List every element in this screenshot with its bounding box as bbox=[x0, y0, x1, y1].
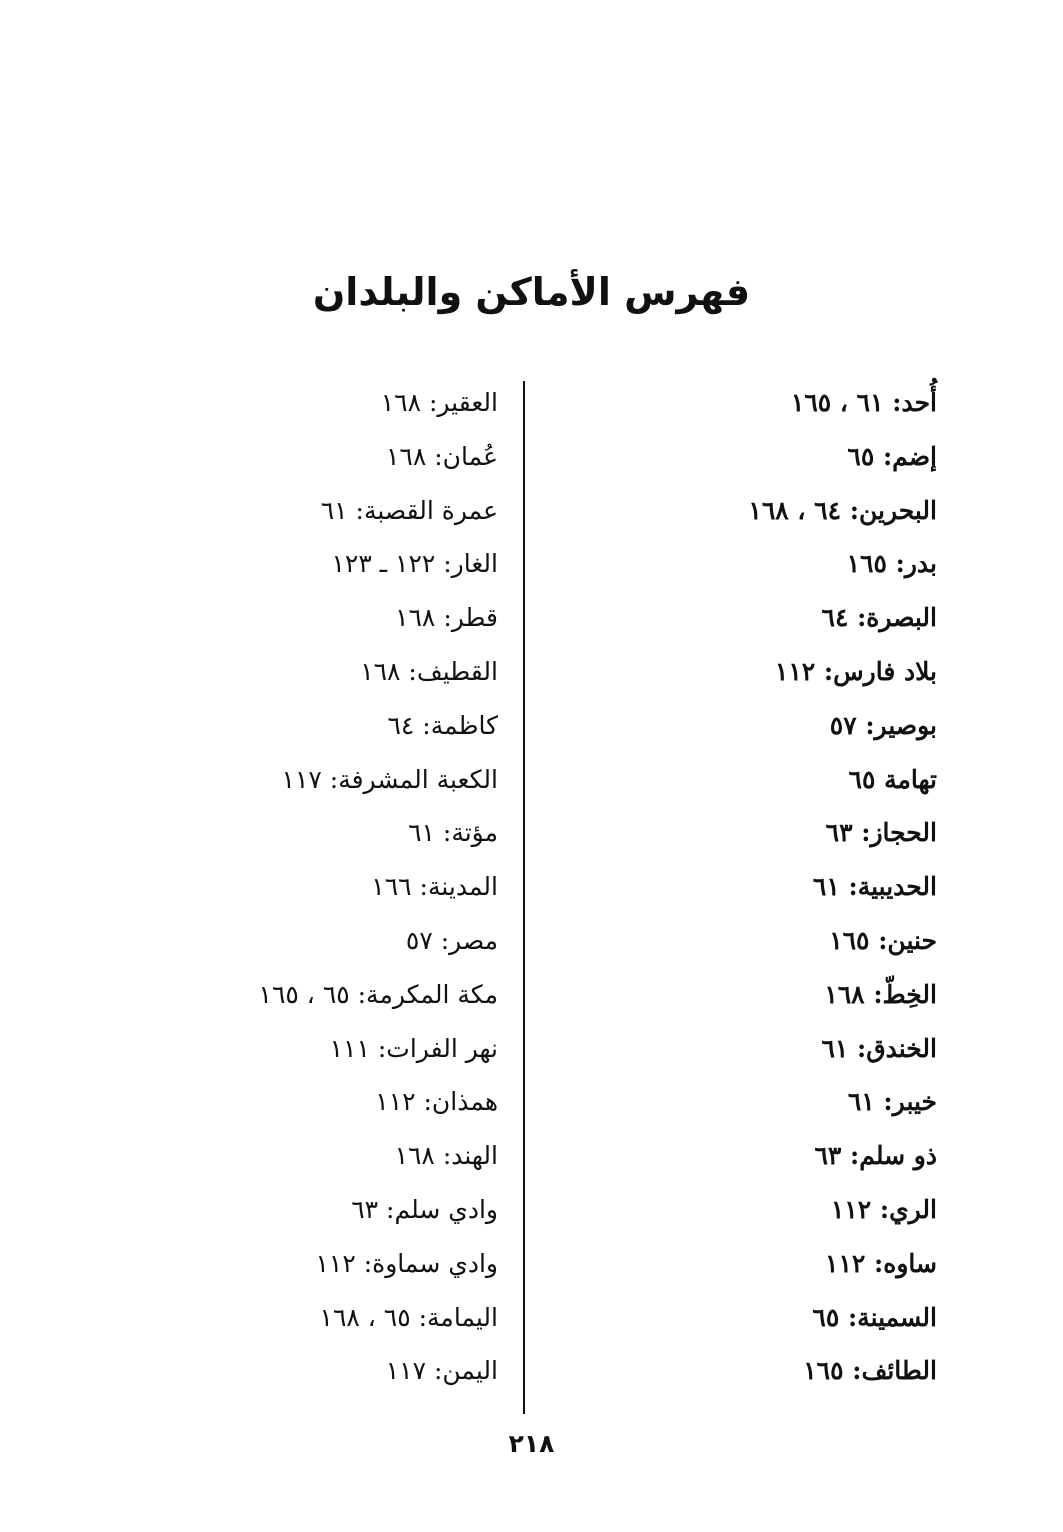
index-entry: البحرين: ٦٤ ، ١٦٨ bbox=[748, 495, 937, 525]
index-entry: عمرة القصبة: ٦١ bbox=[320, 495, 498, 525]
index-entry: مؤتة: ٦١ bbox=[408, 818, 498, 848]
index-entry: السمينة: ٦٥ bbox=[812, 1302, 937, 1332]
index-entry: إضم: ٦٥ bbox=[847, 441, 937, 471]
index-entry: عُمان: ١٦٨ bbox=[385, 441, 498, 471]
page-number: ٢١٨ bbox=[508, 1429, 555, 1458]
index-entry: البصرة: ٦٤ bbox=[821, 603, 937, 633]
index-entry: اليمن: ١١٧ bbox=[385, 1356, 498, 1386]
index-entry: الخِطّ: ١٦٨ bbox=[824, 979, 937, 1009]
index-entry: اليمامة: ٦٥ ، ١٦٨ bbox=[319, 1302, 498, 1332]
index-entry: ساوه: ١١٢ bbox=[825, 1248, 937, 1278]
column-divider bbox=[523, 381, 525, 1414]
index-column-right bbox=[537, 376, 937, 1398]
index-entry: الري: ١١٢ bbox=[830, 1194, 937, 1224]
index-entry: قطر: ١٦٨ bbox=[395, 603, 498, 633]
index-entry: القطيف: ١٦٨ bbox=[360, 656, 498, 686]
index-entry: كاظمة: ٦٤ bbox=[387, 710, 498, 740]
index-entry: بوصير: ٥٧ bbox=[829, 710, 937, 740]
index-entry: الحجاز: ٦٣ bbox=[825, 818, 937, 848]
page-title: فهرس الأماكن والبلدان bbox=[312, 270, 751, 314]
index-entry: نهر الفرات: ١١١ bbox=[329, 1033, 498, 1063]
index-entry: الغار: ١٢٢ ـ ١٢٣ bbox=[331, 549, 498, 579]
index-entry: العقير: ١٦٨ bbox=[380, 388, 498, 417]
index-entry: همذان: ١١٢ bbox=[375, 1087, 498, 1117]
index-entry: خيبر: ٦١ bbox=[847, 1087, 937, 1117]
index-entry: الكعبة المشرفة: ١١٧ bbox=[281, 764, 498, 794]
index-entry: الطائف: ١٦٥ bbox=[803, 1356, 937, 1386]
index-entry: المدينة: ١٦٦ bbox=[371, 872, 498, 902]
index-entry: وادي سماوة: ١١٢ bbox=[315, 1248, 498, 1278]
index-entry: وادي سلم: ٦٣ bbox=[351, 1194, 498, 1224]
index-entry: الحديبية: ٦١ bbox=[812, 872, 937, 902]
index-entry: أُحد: ٦١ ، ١٦٥ bbox=[790, 388, 937, 417]
index-column-left bbox=[158, 376, 498, 1398]
index-entry: الخندق: ٦١ bbox=[821, 1033, 937, 1063]
index-entry: بدر: ١٦٥ bbox=[846, 549, 937, 579]
index-entry: مكة المكرمة: ٦٥ ، ١٦٥ bbox=[258, 979, 498, 1009]
index-entry: مصر: ٥٧ bbox=[405, 925, 498, 955]
index-entry: الهند: ١٦٨ bbox=[394, 1141, 498, 1171]
index-entry: تهامة ٦٥ bbox=[848, 764, 937, 794]
index-entry: بلاد فارس: ١١٢ bbox=[774, 656, 937, 686]
index-entry: حنين: ١٦٥ bbox=[829, 925, 937, 955]
index-entry: ذو سلم: ٦٣ bbox=[814, 1141, 937, 1171]
